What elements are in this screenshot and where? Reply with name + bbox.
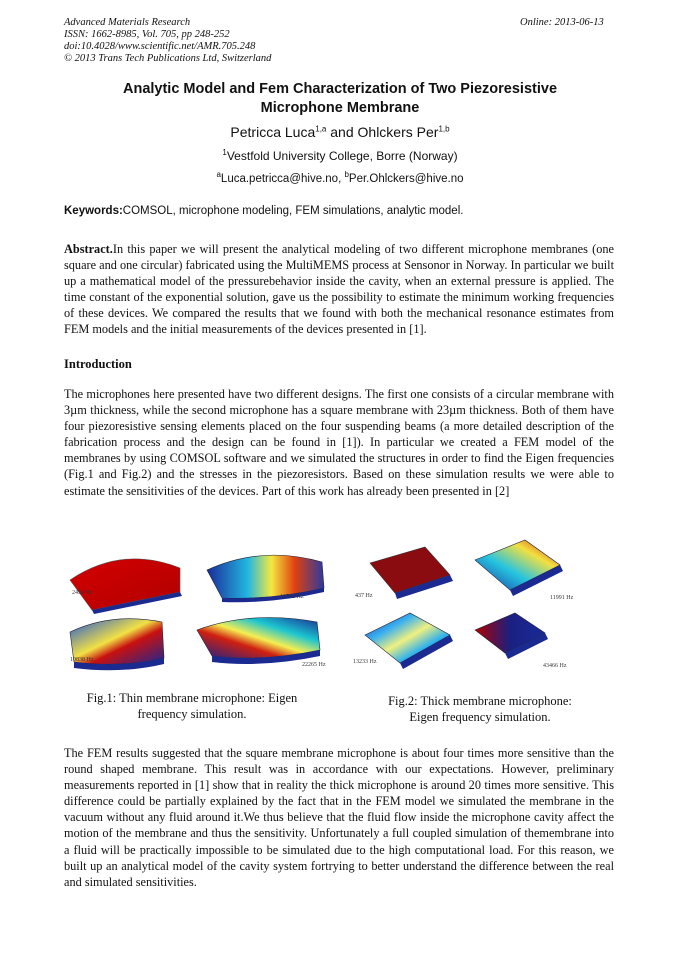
issn-line: ISSN: 1662-8985, Vol. 705, pp 248-252 (64, 29, 230, 40)
authors-and: and (326, 124, 358, 140)
email-b-sup: b (344, 170, 349, 179)
membrane-mode-2 (475, 540, 560, 590)
title-line-2: Microphone Membrane (260, 100, 420, 116)
journal-header (64, 17, 271, 65)
introduction-paragraph: The microphones here presented have two different designs. The first one consists of a circular membrane with 3µm thickness, while the second microphone has a square membrane with 23µm thickness. Both of them have four piezoresistive sensing elements placed on the four suspending beams (a more detailed description of the fabrication process and the design can be found in [1]). In particular we created a FEM model of the membranes by using COMSOL software and we simulated the structures in order to find the Eigen frequencies (Fig.1 and Fig.2) and the stresses in the piezoresistors. Based on these simulation results we were able to estimate the sensitivities of the devices. Part of this work has already been presented in [2] (64, 387, 614, 498)
keywords (64, 205, 463, 217)
freq-label: 22265 Hz (302, 662, 326, 668)
membrane-mode-1 (70, 559, 180, 610)
membrane-mode-3 (365, 613, 450, 663)
author-1: Petricca Luca (230, 124, 316, 140)
figure-1-caption-line-2: frequency simulation. (137, 707, 247, 721)
author-1-sup: 1,a (315, 124, 327, 134)
author-2: Ohlckers Per (357, 124, 439, 140)
keywords-text: COMSOL, microphone modeling, FEM simulations, analytic model. (122, 205, 464, 217)
membrane-mode-1 (370, 547, 450, 593)
paper-title (60, 80, 620, 118)
freq-label: 13233 Hz (353, 659, 377, 665)
online-date: Online: 2013-06-13 (520, 17, 604, 28)
author-2-sup: 1,b (438, 124, 450, 134)
affiliation-sup: 1 (222, 148, 227, 157)
freq-label: 437 Hz (355, 593, 373, 599)
section-heading-introduction: Introduction (64, 357, 132, 371)
email-b[interactable]: Per.Ohlckers@hive.no (348, 172, 464, 185)
figure-1 (62, 540, 342, 685)
doi-line: doi:10.4028/www.scientific.net/AMR.705.248 (64, 41, 256, 52)
freq-label: 10838 Hz (70, 657, 94, 663)
membrane-mode-4 (475, 613, 545, 653)
figure-2-caption (350, 693, 610, 725)
abstract-label: Abstract. (64, 242, 113, 256)
title-line-1: Analytic Model and Fem Characterization of Two Piezoresistive (122, 81, 558, 97)
results-paragraph: The FEM results suggested that the square membrane microphone is about four times more sensitive than the round shaped membrane. This result was in accordance with our expectations. However, preliminary measurements reported in [1] show that in reality the thick microphone is around 20 times more sensitive. This difference could be partially explained by the fact that in the FEM model we simulated the membrane in the vacuum without any fluid around it.We thus believe that the fluid flow inside the microphone cavity affect the motion of the membrane and thus the sensitivity. Unfortunately a full coupled simulation of themembrane into a fluid will be practically impossible to be simulated due to the high computational load. For this reason, we built up an analytical model of the cavity system fortrying to better understand the difference between the real and simulated sensitivities. (64, 746, 614, 889)
email-a-sup: a (216, 170, 221, 179)
journal-name: Advanced Materials Research (64, 17, 191, 28)
figure-1-caption (62, 690, 322, 722)
figure-2-caption-line-2: Eigen frequency simulation. (409, 710, 551, 724)
abstract-text: In this paper we will present the analytical modeling of two different microphone membranes (one square and one circular) fabricated using the MultiMEMS process at Sensonor in Norway. In particular we built up a mathematical model of the pressurebehavior inside the cavity, when an external pressure is applied. The time constant of the exponential solution, gave us the possibility to estimate the minimum working frequencies of these devices. We compared the results that we found with both the mechanical resonance estimates from FEM models and the initial measurements of the devices presented in [1]. (64, 242, 615, 337)
abstract (64, 241, 614, 338)
freq-label: 2459 Hz (72, 590, 93, 596)
figure-2-caption-line-1: Fig.2: Thick membrane microphone: (388, 694, 572, 708)
figure-1-image (62, 540, 342, 685)
freq-label: 43466 Hz (543, 663, 567, 669)
membrane-mode-4 (197, 618, 320, 659)
affiliation (60, 148, 620, 163)
authors (60, 124, 620, 140)
keywords-label: Keywords: (64, 205, 123, 217)
author-emails (60, 170, 620, 185)
copyright-line: © 2013 Trans Tech Publications Ltd, Switzerland (64, 53, 272, 64)
figure-2 (345, 535, 580, 685)
freq-label: 11991 Hz (550, 595, 574, 601)
affiliation-text: Vestfold University College, Borre (Norway) (226, 149, 458, 163)
email-separator: , (338, 172, 345, 185)
figure-1-caption-line-1: Fig.1: Thin membrane microphone: Eigen (86, 691, 298, 705)
email-a[interactable]: Luca.petricca@hive.no (220, 172, 339, 185)
freq-label: 10762 Hz (280, 594, 304, 600)
